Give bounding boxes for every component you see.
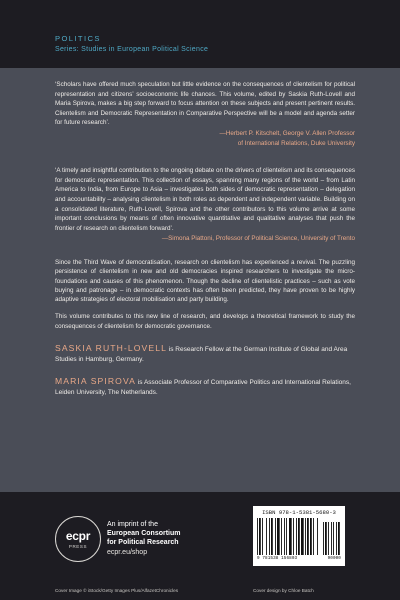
editor-bio [55,376,355,399]
top-band [0,0,400,68]
editor-name: MARIA SPIROVA [55,375,136,386]
isbn-barcode [253,506,345,566]
description-paragraph: This volume contributes to this new line of research, and develops a theoretical framework to study the consequences of clientelism for democratic governance. [55,313,355,330]
barcode-number: 9 781538 156803 [257,556,298,561]
cover-image-credit: Cover Image © iStock/Getty Images Plus/AlfazetChronicles [55,588,179,593]
publisher-name: European Consortium [107,530,181,538]
isbn-text: ISBN 978-1-5381-5680-3 [262,509,336,516]
editor-name: SASKIA RUTH-LOVELL [55,342,167,353]
endorsement-quote: ‘A timely and insightful contribution to the ongoing debate on the drivers of clientelism and its consequences for democratic representation. This collection of essays, spanning many regions of the world – from Latin America to India, from Europe to Asia – investigates both sides of democratic representation – delegation and accountability – analysing clientelism in both roles as dependent and independent variable. Building on a consolidated literature, Ruth-Lovell, Spirova and the other contributors to this volume arrive at some important conclusions by means of often innovative quantitative and qualitative analyses that push the frontier of research on clientelism forward’. [55,167,355,232]
ecpr-press-logo [55,516,101,562]
publisher-name: for Political Research [107,539,179,547]
shop-link[interactable]: ecpr.eu/shop [107,548,148,556]
attribution-line: —Herbert P. Kitschelt, George V. Allen Professor [219,129,355,137]
editor-bio [55,343,355,366]
endorsement-attribution: —Simona Piattoni, Professor of Political Science, University of Trento [161,235,355,243]
imprint-line: An imprint of the [107,521,158,528]
logo-wordmark: ecpr [65,528,91,543]
barcode-addon: 90000 [327,556,341,561]
logo-subtext: PRESS [68,543,88,549]
category-label: POLITICS [55,34,101,43]
editor-bio-text: is Associate Professor of Comparative Politics and International Relations, Leiden University, The Netherlands. [55,378,351,397]
series-title: Series: Studies in European Political Science [55,46,209,53]
barcode-digits [257,556,341,561]
back-cover-text [55,80,355,399]
barcode-bars [257,518,341,555]
endorsement-attribution [55,129,355,148]
editor-bio-text: is Research Fellow at the German Institute of Global and Area Studies in Hamburg, Germany. [55,345,348,364]
cover-design-credit: Cover design by Chloe Batch [253,588,314,593]
publisher-imprint [107,520,181,557]
endorsement-quote: ‘Scholars have offered much speculation but little evidence on the consequences of clientelism for political representation and citizens’ socioeconomic life chances. This volume, edited by Saskia Ruth-Lovell and Maria Spirova, makes a big step forward to focus attention on these subjects and present pertinent results. Clientelism and Democratic Representation in Comparative Perspective will be a model and agenda setter for future research’. [55,81,355,127]
bottom-band [0,492,400,600]
description-paragraph: Since the Third Wave of democratisation, research on clientelism has experienced a revival. The puzzling persistence of clientelism in new and old democracies inspired researchers to investigate the micro-foundations and causes of this phenomenon. Though the decline of clientelistic practices – such as vote buying and patronage – in democratic contexts has often been predicted, they have proven to be highly adaptive strategies of electoral mobilisation and party building. [55,258,355,304]
attribution-line: of International Relations, Duke University [237,139,355,147]
